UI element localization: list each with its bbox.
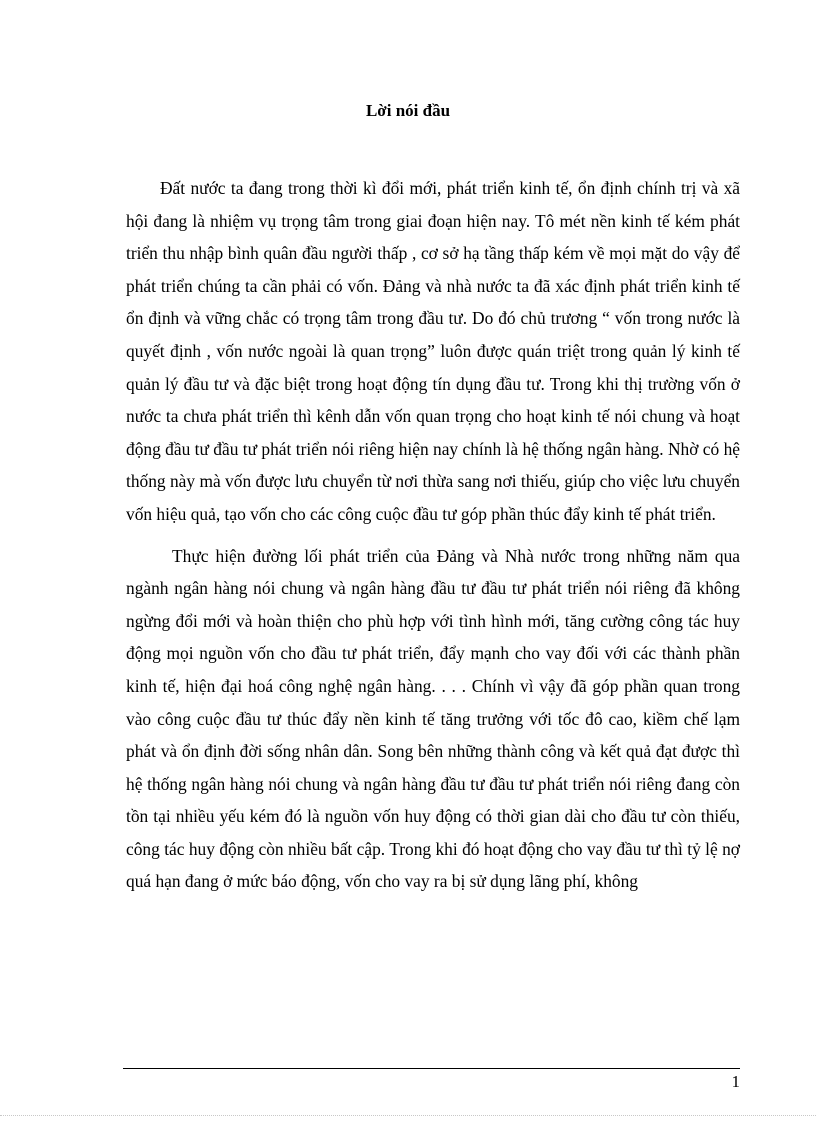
paragraph-2: Thực hiện đường lối phát triển của Đảng và Nhà nước trong những năm qua ngành ngân hàng nói chung và ngân hàng đầu tư đầu tư phát triển nói riêng đã không ngừng đổi mới và hoàn thiện cho phù hợp với tình hình mới, tăng cường công tác huy động mọi nguồn vốn cho đầu tư phát triển, đẩy mạnh cho vay đối với các thành phần kinh tế, hiện đại hoá công nghệ ngân hàng. . . . Chính vì vậy đã góp phần quan trong vào công cuộc đầu tư thúc đẩy nền kinh tế tăng trưởng với tốc đô cao, kiềm chế lạm phát và ổn định đời sống nhân dân. Song bên những thành công và kết quả đạt được thì hệ thống ngân hàng nói chung và ngân hàng đầu tư đầu tư phát triển nói riêng đang còn tồn tại nhiều yếu kém đó là nguồn vốn huy động có thời gian dài cho đầu tư còn thiếu, công tác huy động còn nhiều bất cập. Trong khi đó hoạt động cho vay đầu tư thì tỷ lệ nợ quá hạn đang ở mức báo động, vốn cho vay ra bị sử dụng lãng phí, không	[126, 545, 740, 892]
paragraph-1: Đất nước ta đang trong thời kì đổi mới, phát triển kinh tế, ổn định chính trị và xã hội đang là nhiệm vụ trọng tâm trong giai đoạn hiện nay. Tô mét nền kinh tế kém phát triển thu nhập bình quân đầu người thấp , cơ sở hạ tầng thấp kém về mọi mặt do vậy để phát triển chúng ta cần phải có vốn. Đảng và nhà nước ta đã xác định phát triển kinh tế ổn định và vững chắc có trọng tâm trong đầu tư. Do đó chủ trương “ vốn trong nước là quyết định , vốn nước ngoài là quan trọng” luôn được quán triệt trong quản lý kinh tế quản lý đầu tư và đặc biệt trong hoạt động tín dụng đầu tư. Trong khi thị trường vốn ở nước ta chưa phát triển thì kênh dẫn vốn quan trọng cho hoạt kinh tế nói chung và hoạt động đầu tư đầu tư phát triển nói riêng hiện nay chính là hệ thống ngân hàng. Nhờ có hệ thống này mà vốn được lưu chuyển từ nơi thừa sang nơi thiếu, giúp cho việc lưu chuyển vốn hiệu quả, tạo vốn cho các công cuộc đầu tư góp phần thúc đẩy kinh tế phát triển.	[126, 178, 740, 524]
page-number: 1	[731, 1072, 740, 1091]
body-text	[126, 172, 740, 898]
footer-divider	[123, 1068, 740, 1069]
page-title: Lời nói đầu	[365, 101, 451, 120]
page-edge-divider	[0, 1115, 816, 1116]
